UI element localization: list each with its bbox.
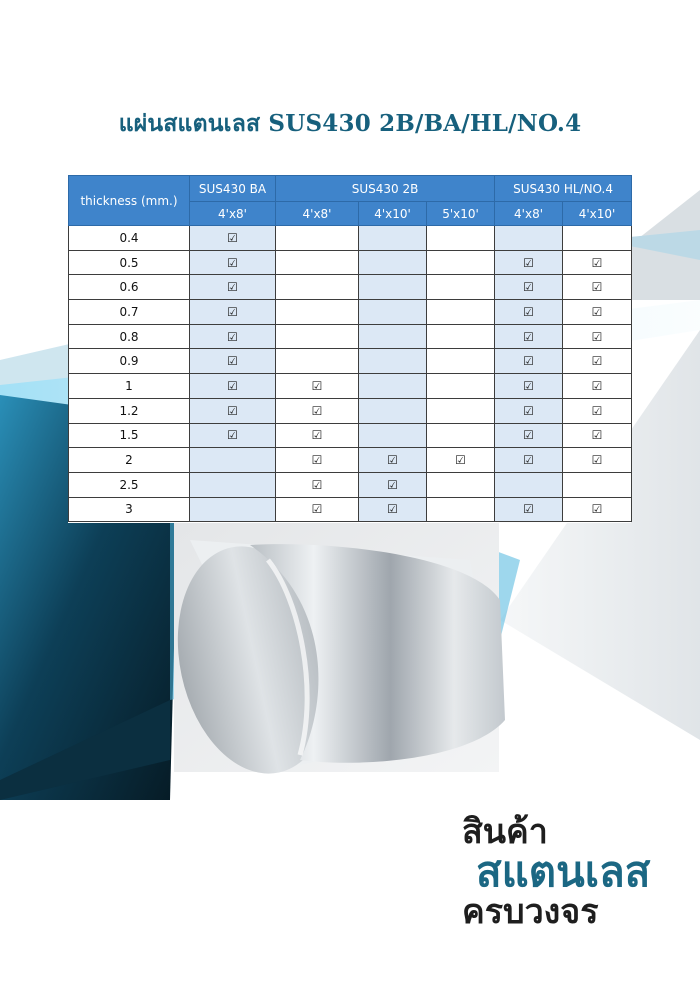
availability-cell <box>563 275 632 300</box>
table-row <box>69 324 632 349</box>
availability-cell <box>427 349 495 374</box>
availability-cell <box>427 275 495 300</box>
checkbox-checked-icon: ☑ <box>227 378 238 393</box>
checkbox-checked-icon: ☑ <box>591 428 603 443</box>
checkbox-checked-icon: ☑ <box>523 280 534 295</box>
availability-cell <box>495 275 563 300</box>
checkbox-checked-icon: ☑ <box>523 255 534 270</box>
thickness-cell: 2.5 <box>69 472 190 497</box>
checkbox-checked-icon: ☑ <box>591 304 603 319</box>
availability-cell <box>359 374 427 399</box>
table-row <box>69 250 632 275</box>
checkbox-checked-icon: ☑ <box>311 477 323 492</box>
availability-cell <box>359 250 427 275</box>
availability-cell <box>276 250 359 275</box>
thickness-cell: 0.6 <box>69 275 190 300</box>
spec-table-body <box>69 226 632 522</box>
availability-cell <box>563 226 632 251</box>
checkbox-checked-icon: ☑ <box>455 453 466 468</box>
size-header: 4'x10' <box>563 202 632 226</box>
availability-cell <box>563 250 632 275</box>
availability-cell <box>495 423 563 448</box>
checkbox-checked-icon: ☑ <box>591 354 603 369</box>
checkbox-checked-icon: ☑ <box>311 502 323 517</box>
table-row <box>69 349 632 374</box>
availability-cell <box>427 300 495 325</box>
availability-cell <box>563 324 632 349</box>
availability-cell <box>276 472 359 497</box>
thickness-cell: 1.2 <box>69 398 190 423</box>
availability-cell <box>190 423 276 448</box>
thickness-cell: 1.5 <box>69 423 190 448</box>
availability-cell <box>427 226 495 251</box>
promo-text <box>462 812 651 932</box>
availability-cell <box>359 423 427 448</box>
availability-cell <box>276 349 359 374</box>
availability-cell <box>190 448 276 473</box>
table-row <box>69 300 632 325</box>
availability-cell <box>427 448 495 473</box>
table-row <box>69 472 632 497</box>
thickness-cell: 0.4 <box>69 226 190 251</box>
checkbox-checked-icon: ☑ <box>387 502 398 517</box>
checkbox-checked-icon: ☑ <box>227 428 238 443</box>
availability-cell <box>359 448 427 473</box>
checkbox-checked-icon: ☑ <box>311 403 323 418</box>
availability-cell <box>276 374 359 399</box>
checkbox-checked-icon: ☑ <box>227 230 238 245</box>
availability-cell <box>190 324 276 349</box>
availability-cell <box>276 448 359 473</box>
availability-cell <box>495 398 563 423</box>
checkbox-checked-icon: ☑ <box>227 280 238 295</box>
availability-cell <box>427 472 495 497</box>
checkbox-checked-icon: ☑ <box>523 329 534 344</box>
checkbox-checked-icon: ☑ <box>227 354 238 369</box>
promo-line-2: สแตนเลส <box>476 847 651 896</box>
availability-cell <box>427 374 495 399</box>
table-row <box>69 423 632 448</box>
availability-cell <box>563 448 632 473</box>
availability-cell <box>495 448 563 473</box>
availability-cell <box>190 250 276 275</box>
checkbox-checked-icon: ☑ <box>227 329 238 344</box>
checkbox-checked-icon: ☑ <box>311 378 323 393</box>
checkbox-checked-icon: ☑ <box>311 453 323 468</box>
availability-cell <box>190 374 276 399</box>
checkbox-checked-icon: ☑ <box>591 403 603 418</box>
availability-cell <box>427 324 495 349</box>
checkbox-checked-icon: ☑ <box>523 428 534 443</box>
availability-cell <box>359 398 427 423</box>
availability-cell <box>190 398 276 423</box>
availability-cell <box>276 226 359 251</box>
availability-cell <box>276 423 359 448</box>
availability-cell <box>495 497 563 522</box>
thickness-cell: 3 <box>69 497 190 522</box>
thickness-cell: 0.8 <box>69 324 190 349</box>
thickness-cell: 2 <box>69 448 190 473</box>
availability-cell <box>359 300 427 325</box>
availability-cell <box>190 472 276 497</box>
promo-line-3: ครบวงจร <box>462 892 599 932</box>
table-row <box>69 275 632 300</box>
checkbox-checked-icon: ☑ <box>523 378 534 393</box>
availability-cell <box>495 300 563 325</box>
checkbox-checked-icon: ☑ <box>387 453 398 468</box>
table-row <box>69 497 632 522</box>
availability-cell <box>563 423 632 448</box>
availability-cell <box>495 226 563 251</box>
availability-cell <box>359 324 427 349</box>
availability-cell <box>276 300 359 325</box>
size-header: 5'x10' <box>427 202 495 226</box>
table-row <box>69 374 632 399</box>
availability-cell <box>190 497 276 522</box>
availability-cell <box>276 324 359 349</box>
availability-cell <box>190 349 276 374</box>
size-header: 4'x8' <box>190 202 276 226</box>
availability-cell <box>427 497 495 522</box>
availability-cell <box>495 374 563 399</box>
availability-cell <box>563 374 632 399</box>
checkbox-checked-icon: ☑ <box>591 255 603 270</box>
checkbox-checked-icon: ☑ <box>523 502 534 517</box>
checkbox-checked-icon: ☑ <box>591 453 603 468</box>
checkbox-checked-icon: ☑ <box>591 502 603 517</box>
thickness-cell: 0.7 <box>69 300 190 325</box>
size-header: 4'x10' <box>359 202 427 226</box>
checkbox-checked-icon: ☑ <box>387 477 398 492</box>
availability-cell <box>495 472 563 497</box>
availability-cell <box>276 275 359 300</box>
availability-cell <box>563 398 632 423</box>
availability-cell <box>276 398 359 423</box>
availability-cell <box>276 497 359 522</box>
checkbox-checked-icon: ☑ <box>523 304 534 319</box>
thickness-cell: 0.9 <box>69 349 190 374</box>
checkbox-checked-icon: ☑ <box>591 329 603 344</box>
availability-cell <box>427 398 495 423</box>
thickness-cell: 0.5 <box>69 250 190 275</box>
availability-cell <box>495 324 563 349</box>
spec-table-container <box>68 175 631 523</box>
availability-cell <box>359 497 427 522</box>
group-header-hl-no4: SUS430 HL/NO.4 <box>495 176 632 202</box>
group-header-ba: SUS430 BA <box>190 176 276 202</box>
availability-cell <box>190 275 276 300</box>
availability-cell <box>563 472 632 497</box>
availability-cell <box>190 300 276 325</box>
availability-cell <box>359 472 427 497</box>
checkbox-checked-icon: ☑ <box>227 403 238 418</box>
checkbox-checked-icon: ☑ <box>523 403 534 418</box>
checkbox-checked-icon: ☑ <box>311 428 323 443</box>
table-row <box>69 398 632 423</box>
availability-cell <box>359 226 427 251</box>
size-header: 4'x8' <box>276 202 359 226</box>
checkbox-checked-icon: ☑ <box>523 354 534 369</box>
checkbox-checked-icon: ☑ <box>591 280 603 295</box>
availability-cell <box>427 250 495 275</box>
availability-cell <box>495 250 563 275</box>
availability-cell <box>563 300 632 325</box>
availability-cell <box>495 349 563 374</box>
availability-cell <box>563 349 632 374</box>
availability-cell <box>359 349 427 374</box>
checkbox-checked-icon: ☑ <box>523 453 534 468</box>
availability-cell <box>427 423 495 448</box>
availability-cell <box>359 275 427 300</box>
thickness-header: thickness (mm.) <box>69 176 190 226</box>
table-row <box>69 448 632 473</box>
size-header: 4'x8' <box>495 202 563 226</box>
availability-cell <box>563 497 632 522</box>
checkbox-checked-icon: ☑ <box>227 304 238 319</box>
table-row <box>69 226 632 251</box>
checkbox-checked-icon: ☑ <box>227 255 238 270</box>
spec-table <box>68 175 632 522</box>
availability-cell <box>190 226 276 251</box>
checkbox-checked-icon: ☑ <box>591 378 603 393</box>
group-header-2b: SUS430 2B <box>276 176 495 202</box>
thickness-cell: 1 <box>69 374 190 399</box>
promo-line-1: สินค้า <box>462 812 548 852</box>
page-title: แผ่นสแตนเลส SUS430 2B/BA/HL/NO.4 <box>118 110 582 137</box>
